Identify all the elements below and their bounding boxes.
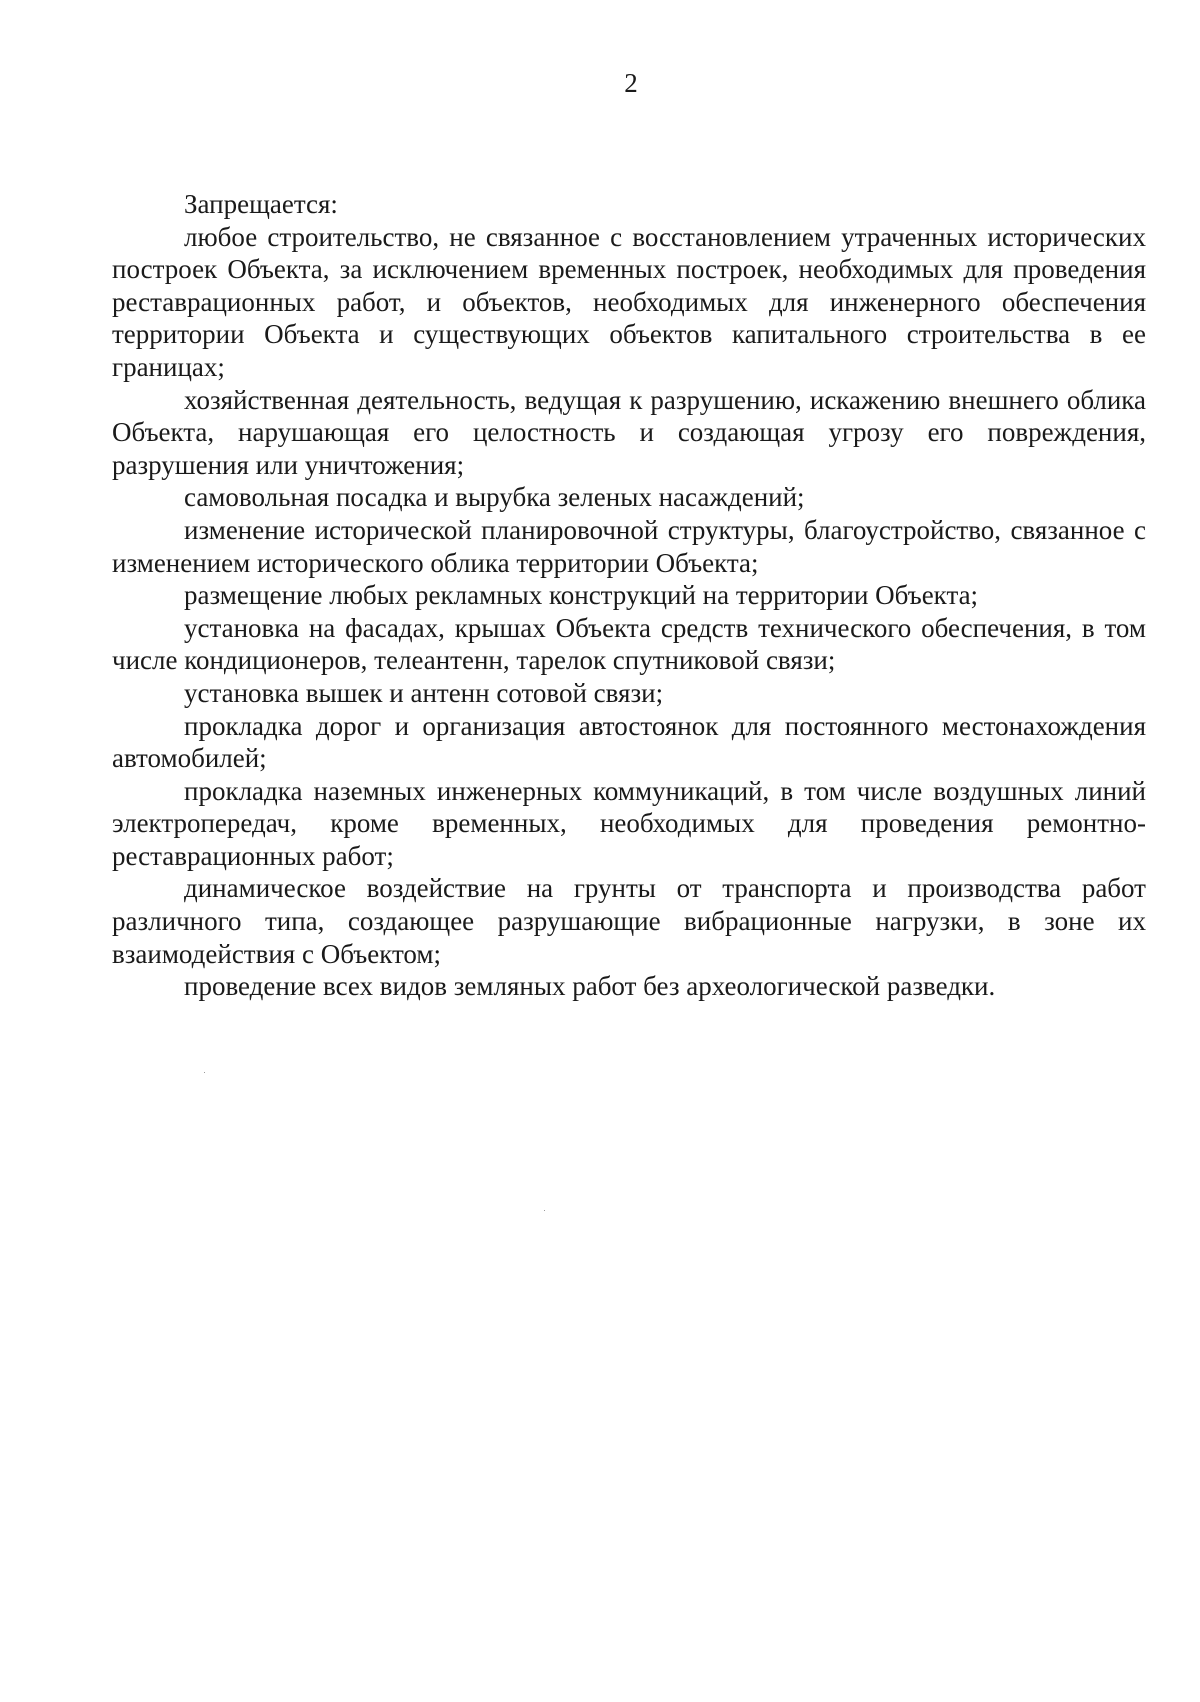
scan-speck [544, 1210, 545, 1211]
scan-speck [204, 1072, 205, 1073]
prohibition-clause: любое строительство, не связанное с восстановлением утраченных исторических построек Объекта, за исключением временных построек, необходимых для проведения реставрационных работ, и объектов, необходимых для инженерного обеспечения территории Объекта и существующих объектов капитального строительства в ее границах; [112, 221, 1146, 382]
prohibition-clause: прокладка дорог и организация автостоянок для постоянного местонахождения автомобилей; [112, 710, 1146, 774]
prohibition-clause: изменение исторической планировочной структуры, благоустройство, связанное с изменением исторического облика территории Объекта; [112, 514, 1146, 578]
section-heading: Запрещается: [184, 189, 338, 219]
prohibition-clause: самовольная посадка и вырубка зеленых насаждений; [184, 482, 805, 513]
prohibition-clause: размещение любых рекламных конструкций на территории Объекта; [184, 580, 979, 611]
prohibition-clause: прокладка наземных инженерных коммуникаций, в том числе воздушных линий электропередач, кроме временных, необходимых для проведения ремонтно-реставрационных работ; [112, 775, 1146, 871]
prohibition-clause: динамическое воздействие на грунты от транспорта и производства работ различного типа, создающее разрушающие вибрационные нагрузки, в зоне их взаимодействия с Объектом; [112, 873, 1146, 969]
document-body [112, 188, 1146, 1003]
prohibition-clause: проведение всех видов земляных работ без археологической разведки. [184, 971, 996, 1002]
page-number: 2 [624, 68, 638, 98]
prohibition-clause: установка вышек и антенн сотовой связи; [184, 677, 664, 708]
prohibition-clause: хозяйственная деятельность, ведущая к разрушению, искажению внешнего облика Объекта, нарушающая его целостность и создающая угрозу его повреждения, разрушения или уничтожения; [112, 384, 1146, 480]
prohibition-clause: установка на фасадах, крышах Объекта средств технического обеспечения, в том числе кондиционеров, телеантенн, тарелок спутниковой связи; [112, 612, 1146, 676]
